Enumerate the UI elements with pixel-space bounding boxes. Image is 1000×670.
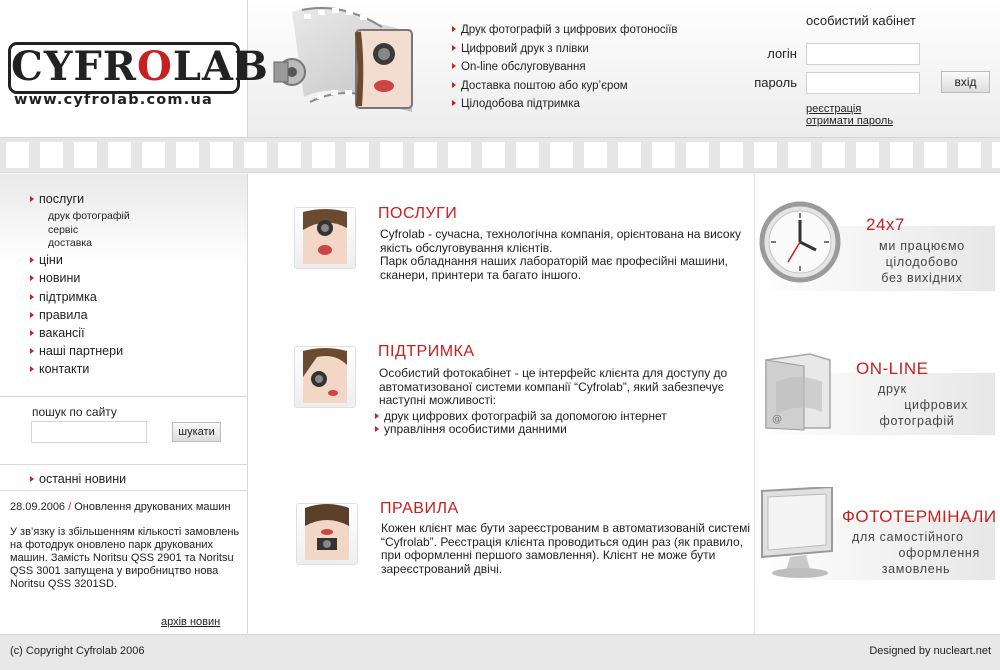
logo-text-prefix: CYFR xyxy=(11,43,138,90)
nav-item-contacts[interactable] xyxy=(30,362,130,380)
news-date: 28.09.2006 xyxy=(10,501,66,513)
section-text-services xyxy=(380,228,750,282)
nav-subitem-delivery[interactable]: доставка xyxy=(48,237,92,250)
news-text: У зв’язку із збільшенням кількості замовлень на фотодрук оновлено парк друкованих машин. Замість Noritsu QSS 2901 та Noritsu QSS 3001 запущена у виробництво нова Noritsu QSS 3201SD. xyxy=(10,526,240,590)
copyright-text: (c) Copyright Cyfrolab 2006 xyxy=(10,645,145,657)
search-label: пошук по сайту xyxy=(32,405,117,419)
film-strip-divider xyxy=(0,137,1000,173)
divider xyxy=(0,396,247,397)
promo-line: без вихідних xyxy=(881,271,963,285)
red-arrow-icon xyxy=(30,476,34,482)
nav-item-vacancies[interactable] xyxy=(30,326,130,344)
section-title-services: ПОСЛУГИ xyxy=(378,205,458,222)
red-arrow-icon xyxy=(452,82,456,88)
promo-line: цілодобово xyxy=(885,255,959,269)
divider xyxy=(0,464,247,465)
red-arrow-icon xyxy=(30,294,34,300)
divider xyxy=(0,490,247,491)
promo-title-terminals[interactable]: ФОТОТЕРМІНАЛИ xyxy=(842,507,997,526)
red-arrow-icon xyxy=(30,348,34,354)
logo[interactable] xyxy=(8,42,269,94)
red-arrow-icon xyxy=(452,63,456,69)
feature-item xyxy=(452,43,678,62)
support-feature-label: управління особистими данними xyxy=(384,422,567,436)
red-arrow-icon xyxy=(30,312,34,318)
logo-text-suffix: LAB xyxy=(172,43,269,90)
password-field[interactable] xyxy=(806,72,920,94)
support-feature-label: друк цифрових фотографій за допомогою інтернет xyxy=(384,408,667,423)
support-feature-item xyxy=(375,410,749,424)
film-strip-frames xyxy=(0,142,1000,168)
promo-text-24x7 xyxy=(858,238,986,286)
nav-item-services[interactable] xyxy=(30,192,130,210)
feature-label: On-line обслуговування xyxy=(461,61,586,73)
feature-label: Доставка поштою або кур’єром xyxy=(461,79,628,92)
promo-line: замовлень xyxy=(881,562,951,576)
section-paragraph: Парк обладнання наших лабораторій має професійні машини, сканери, принтери та багато іншого. xyxy=(380,254,728,282)
clock-icon xyxy=(758,200,842,284)
nav-item-prices[interactable] xyxy=(30,253,130,271)
password-label: пароль xyxy=(754,75,797,90)
login-label: логін xyxy=(767,46,797,61)
feature-label: Цілодобова підтримка xyxy=(461,98,580,110)
nav-item-label: правила xyxy=(39,307,88,322)
red-arrow-icon xyxy=(375,426,379,432)
news-headline[interactable] xyxy=(10,501,231,513)
feature-label: Цифровий друк з плівки xyxy=(461,42,589,55)
promo-text-online xyxy=(862,381,972,429)
red-arrow-icon xyxy=(30,330,34,336)
feature-item xyxy=(452,80,678,99)
folder-icon xyxy=(760,352,836,432)
promo-text-terminals xyxy=(852,529,980,577)
news-separator: / xyxy=(68,501,72,513)
left-sidebar xyxy=(0,174,248,634)
logo-url: www.cyfrolab.com.ua xyxy=(14,92,213,108)
logo-area xyxy=(0,0,269,137)
photographer-image xyxy=(297,504,357,564)
search-input[interactable] xyxy=(31,421,147,443)
login-button[interactable]: вхід xyxy=(941,71,990,93)
designer-credit[interactable]: Designed by nucleart.net xyxy=(869,645,991,657)
nav-item-label: вакансії xyxy=(39,325,85,340)
promo-line: друк xyxy=(878,382,907,396)
section-title-rules: ПРАВИЛА xyxy=(380,500,459,517)
section-paragraph: Cyfrolab - сучасна, технологічна компанія, орієнтована на високу якість обслуговування клієнтів. xyxy=(380,227,741,255)
section-paragraph: Кожен клієнт має бути зареєстрованим в автоматизованій системі “Cyfrolab”. Реєстрація клієнта проводиться один раз (як правило, при оформленні першого замовлення). Клієнт не може бути зареєстрований двічі. xyxy=(381,521,750,576)
red-arrow-icon xyxy=(452,100,456,106)
cabinet-title: особистий кабінет xyxy=(806,13,916,28)
red-arrow-icon xyxy=(30,196,34,202)
site-footer xyxy=(0,634,1000,670)
feature-label: Друк фотографій з цифрових фотоносіїв xyxy=(461,24,678,36)
nav-item-rules[interactable] xyxy=(30,308,130,326)
svg-text:@: @ xyxy=(772,414,782,425)
feature-item xyxy=(452,98,678,117)
feature-item xyxy=(452,61,678,80)
nav-item-label: підтримка xyxy=(39,289,97,304)
nav-item-label: наші партнери xyxy=(39,344,124,359)
promo-line: фотографій xyxy=(879,414,955,428)
photographer-image xyxy=(295,208,355,268)
promo-title-online[interactable]: ON-LINE xyxy=(856,359,929,378)
film-camera-illustration xyxy=(262,2,432,130)
nav-item-label: ціни xyxy=(39,253,63,268)
news-title: Оновлення друкованих машин xyxy=(74,501,231,513)
news-archive-link[interactable]: архів новин xyxy=(161,616,221,628)
promo-line: цифрових xyxy=(904,398,968,412)
nav-subitem-photo-print[interactable]: друк фотографій xyxy=(48,210,130,223)
monitor-icon xyxy=(756,487,842,579)
nav-item-news[interactable] xyxy=(30,271,130,289)
logo-text-accent: O xyxy=(137,43,173,90)
site-header xyxy=(0,0,1000,137)
nav-item-label: послуги xyxy=(39,192,85,206)
nav-item-support[interactable] xyxy=(30,290,130,308)
main-nav xyxy=(30,192,130,381)
login-field[interactable] xyxy=(806,43,920,65)
promo-line: оформлення xyxy=(898,546,980,560)
section-paragraph: Особистий фотокабінет - це інтерфейс клієнта для доступу до автоматизованої системи компанії “Cyfrolab”, який забезпечує наступні можливості: xyxy=(379,366,728,407)
promo-title-24x7[interactable]: 24x7 xyxy=(866,215,905,234)
section-thumbnail xyxy=(296,503,358,565)
latest-news-label: останні новини xyxy=(39,472,127,486)
section-thumbnail xyxy=(294,207,356,269)
register-link[interactable]: реєстрація xyxy=(806,103,862,115)
features-list xyxy=(452,24,678,117)
nav-subitem-service[interactable]: сервіс xyxy=(48,223,79,236)
red-arrow-icon xyxy=(30,366,34,372)
recover-password-link[interactable]: отримати пароль xyxy=(806,115,894,127)
section-thumbnail xyxy=(294,346,356,408)
section-text-support xyxy=(379,367,749,437)
red-arrow-icon xyxy=(452,26,456,32)
latest-news-heading[interactable] xyxy=(30,472,126,486)
red-arrow-icon xyxy=(452,45,456,51)
support-features-list xyxy=(379,410,749,437)
support-feature-item xyxy=(375,423,749,437)
red-arrow-icon xyxy=(375,413,379,419)
nav-item-partners[interactable] xyxy=(30,344,130,362)
search-button[interactable]: шукати xyxy=(172,422,221,442)
nav-item-label: контакти xyxy=(39,362,90,377)
promo-line: для самостійного xyxy=(852,530,964,544)
feature-item xyxy=(452,24,678,43)
promo-line: ми працюємо xyxy=(879,239,965,253)
section-text-rules xyxy=(381,522,751,576)
nav-item-label: новини xyxy=(39,271,81,286)
photographer-image xyxy=(295,347,355,407)
red-arrow-icon xyxy=(30,275,34,281)
red-arrow-icon xyxy=(30,257,34,263)
section-title-support: ПІДТРИМКА xyxy=(378,343,475,360)
